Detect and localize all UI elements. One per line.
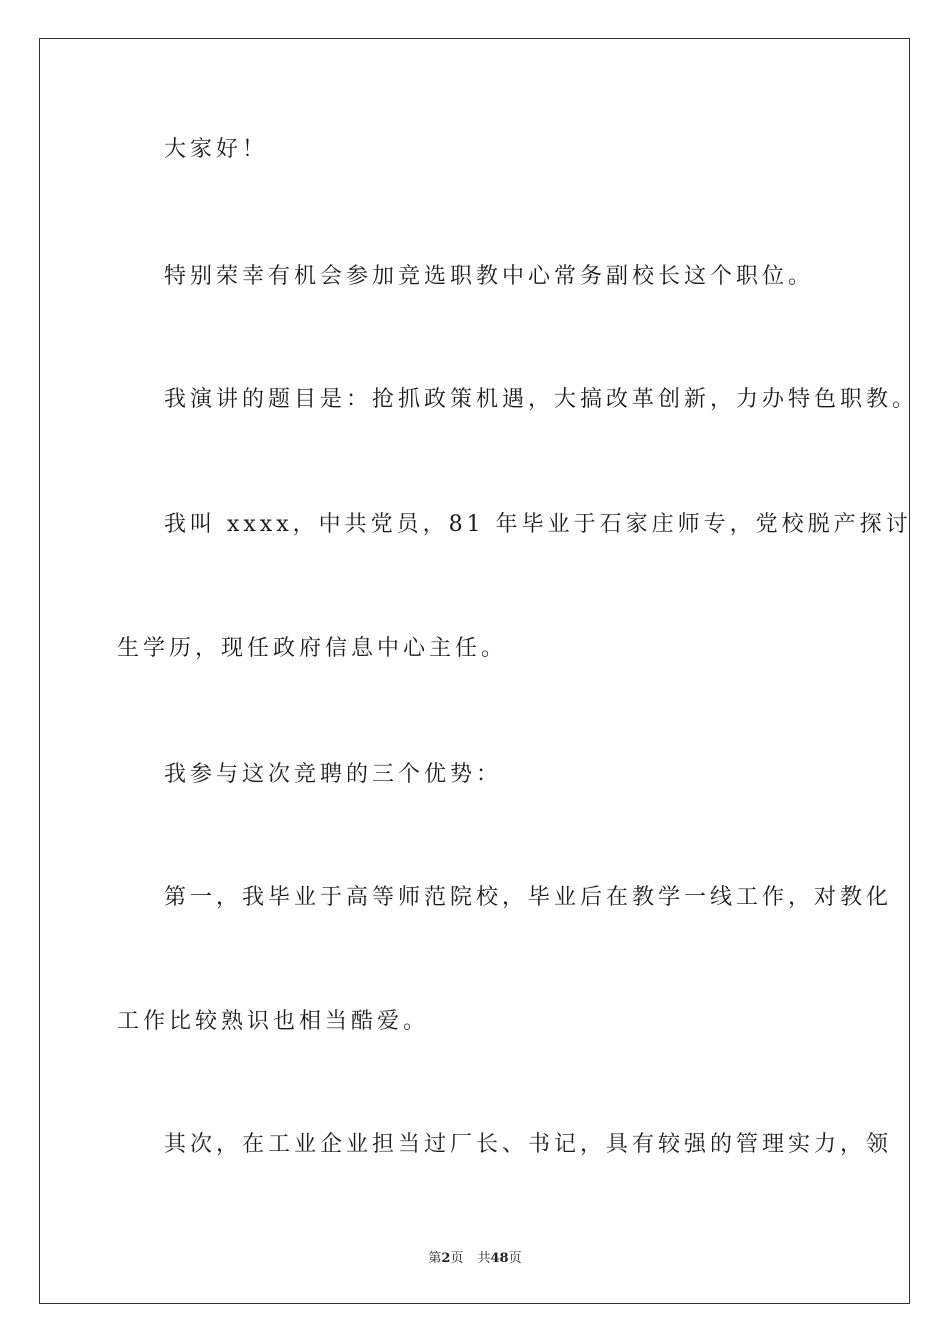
footer-page-current: 2 [441,1251,451,1266]
paragraph-first-advantage-line-1: 第一，我毕业于高等师范院校，毕业后在教学一线工作，对教化 [164,885,893,910]
page-border [39,38,910,1304]
paragraph-greeting: 大家好！ [164,137,269,162]
paragraph-first-advantage-line-2: 工作比较熟识也相当酷爱。 [117,1009,430,1034]
paragraph-speech-topic: 我演讲的题目是：抢抓政策机遇，大搞改革创新，力办特色职教。 [164,387,919,412]
footer-page-prefix: 第 [428,1251,442,1266]
paragraph-second-advantage-line-1: 其次，在工业企业担当过厂长、书记，具有较强的管理实力，领 [164,1132,893,1157]
paragraph-self-intro-line-2: 生学历，现任政府信息中心主任。 [117,636,508,661]
footer-page-total: 48 [490,1251,509,1266]
footer-total-suffix: 页 [508,1251,522,1266]
footer-total-prefix: 共 [477,1251,491,1266]
paragraph-intro: 特别荣幸有机会参加竞选职教中心常务副校长这个职位。 [164,264,815,289]
paragraph-self-intro-line-1: 我叫 xxxx，中共党员，81 年毕业于石家庄师专，党校脱产探讨 [164,512,912,537]
paragraph-advantages-heading: 我参与这次竞聘的三个优势： [164,762,503,787]
page-footer [0,1247,950,1266]
footer-page-suffix: 页 [450,1251,464,1266]
